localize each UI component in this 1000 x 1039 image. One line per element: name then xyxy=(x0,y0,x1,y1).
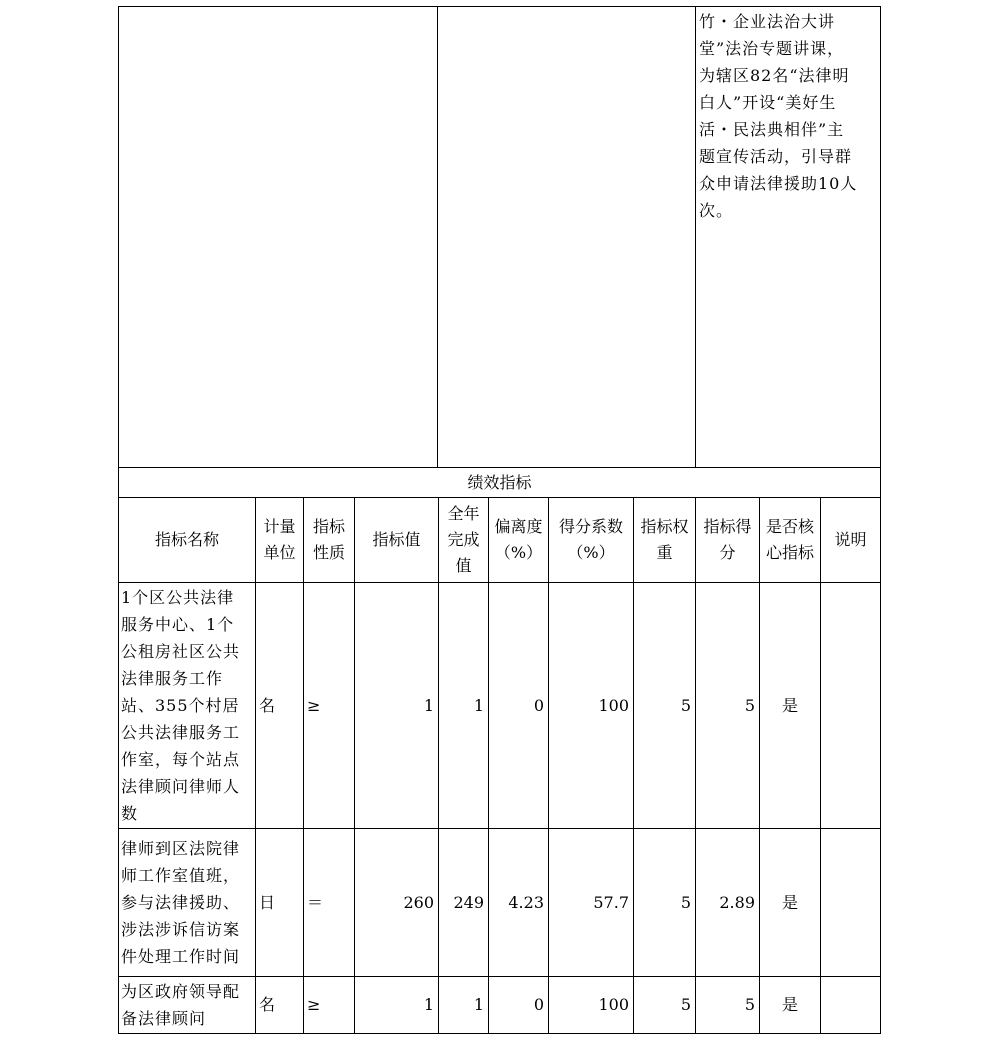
rule-bottom xyxy=(118,1033,881,1034)
row-actual: 1 xyxy=(473,995,484,1014)
header-score: 指标得 分 xyxy=(703,517,752,562)
row-score: 2.89 xyxy=(719,892,755,912)
row-deviation: 0 xyxy=(533,695,544,715)
row-target: 260 xyxy=(403,892,434,912)
row-note xyxy=(821,977,880,1033)
header-deviation: 偏离度 （%） xyxy=(494,517,543,562)
row-deviation: 0 xyxy=(533,995,544,1014)
row-target: 1 xyxy=(423,995,434,1014)
rule-top xyxy=(118,6,881,7)
header-indicator-name: 指标名称 xyxy=(154,530,219,549)
row-nature: ≥ xyxy=(307,995,321,1014)
row-core: 是 xyxy=(781,995,798,1014)
section-title: 绩效指标 xyxy=(467,472,532,492)
table-row-name: 1个区公共法律 服务中心、1个 公租房社区公共 法律服务工作 站、355个村居 公共法律服务工 作室，每个站点 法律顾问律师人 数 xyxy=(121,588,241,823)
row-weight: 5 xyxy=(680,892,691,912)
row-score: 5 xyxy=(744,995,755,1014)
row-score: 5 xyxy=(744,695,755,715)
row-unit: 名 xyxy=(259,695,276,715)
row-unit: 名 xyxy=(259,995,276,1014)
row-actual: 1 xyxy=(473,695,484,715)
header-core: 是否核 心指标 xyxy=(765,517,814,562)
row-weight: 5 xyxy=(680,695,691,715)
row-note xyxy=(821,583,880,828)
row-nature: ≥ xyxy=(307,695,321,715)
row-nature: ＝ xyxy=(307,892,324,912)
row-core: 是 xyxy=(781,695,798,715)
row-deviation: 4.23 xyxy=(508,892,544,912)
header-nature: 指标 性质 xyxy=(312,517,345,562)
row-note xyxy=(821,829,880,976)
header-weight: 指标权 重 xyxy=(640,517,689,562)
header-coefficient: 得分系数 （%） xyxy=(558,517,623,562)
top-note-text: 竹・企业法治大讲 堂”法治专题讲课， 为辖区82名“法律明 白人”开设“美好生 活・民法典相伴”主 题宣传活动，引导群 众申请法律援助10人 次。 xyxy=(699,12,858,220)
row-core: 是 xyxy=(781,892,798,912)
rule-top-col1 xyxy=(437,6,438,468)
table-row-name: 为区政府领导配 备法律顾问 xyxy=(121,982,241,1028)
header-note: 说明 xyxy=(834,530,867,549)
header-unit: 计量 单位 xyxy=(263,517,296,562)
header-target: 指标值 xyxy=(372,530,421,549)
row-unit: 日 xyxy=(259,892,276,912)
row-coefficient: 100 xyxy=(598,695,629,715)
row-weight: 5 xyxy=(680,995,691,1014)
row-actual: 249 xyxy=(453,892,484,912)
row-coefficient: 100 xyxy=(598,995,629,1014)
rule-top-col2 xyxy=(695,6,696,468)
header-actual: 全年 完成 值 xyxy=(447,504,480,575)
row-coefficient: 57.7 xyxy=(593,892,629,912)
table-row-name: 律师到区法院律 师工作室值班， 参与法律援助、 涉法涉诉信访案 件处理工作时间 xyxy=(121,839,241,966)
rule-right xyxy=(880,6,881,1034)
row-target: 1 xyxy=(423,695,434,715)
